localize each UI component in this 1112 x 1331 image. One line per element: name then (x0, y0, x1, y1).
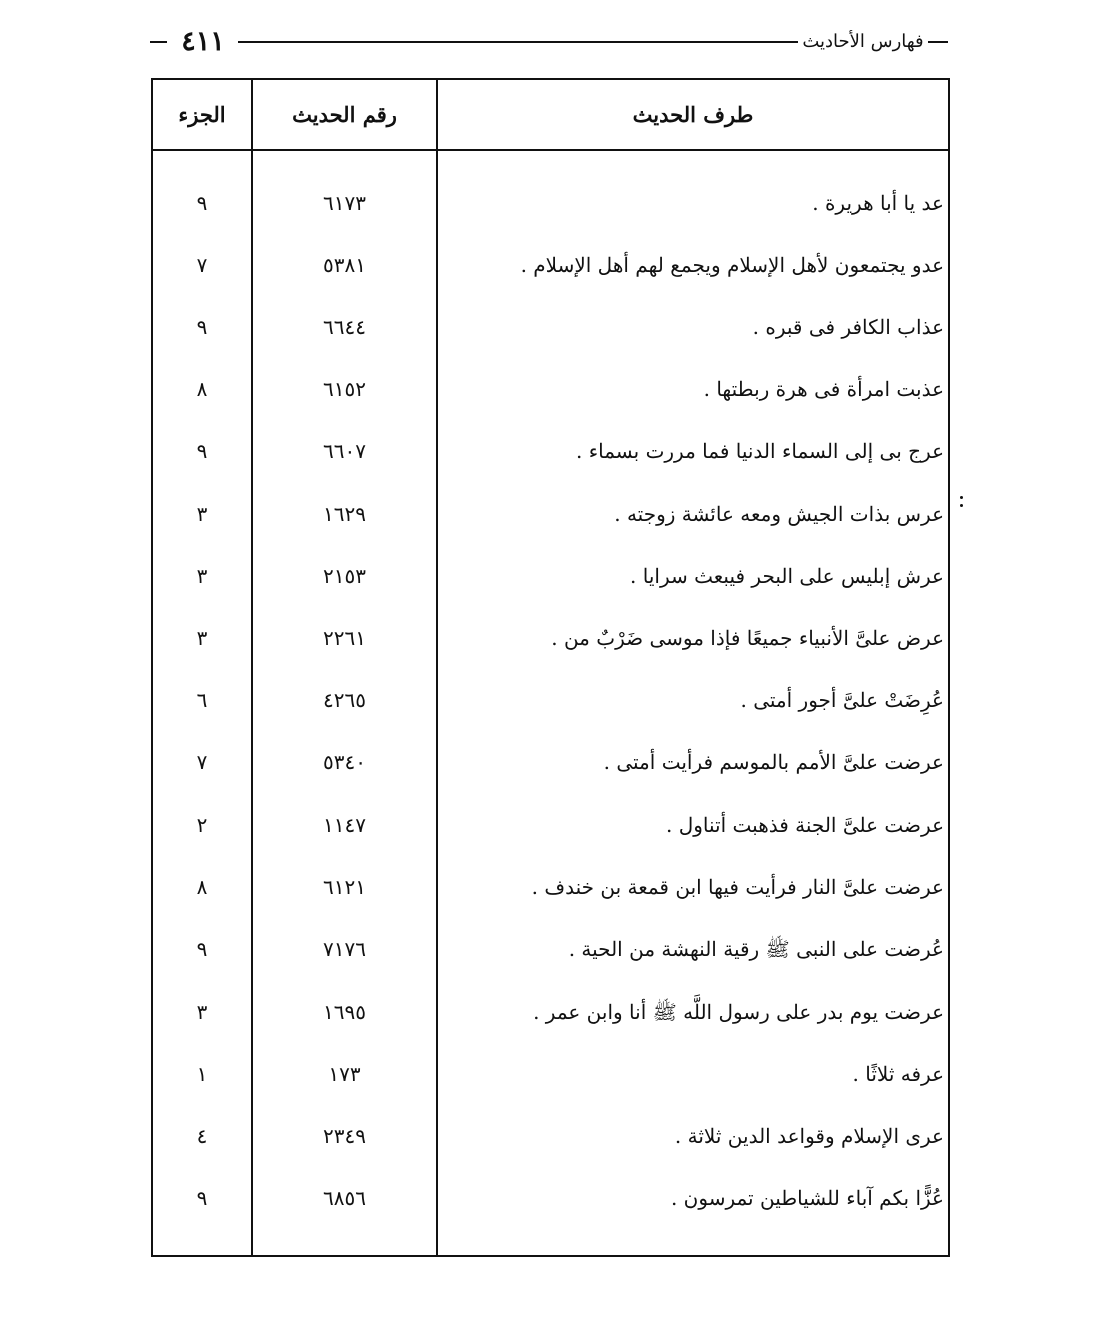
hadith-number-cell: ٤٢٦٥ (323, 688, 366, 712)
part-cell: ٤ (196, 1124, 208, 1148)
part-cell: ٢ (196, 813, 208, 837)
hadith-text-cell: عد يا أبا هريرة . (812, 191, 944, 215)
part-cell: ٩ (196, 439, 208, 463)
hadith-text-cell: عُرِضَتْ علىَّ أجور أمتى . (740, 688, 944, 712)
part-cell: ٣ (196, 626, 208, 650)
hadith-index-table (151, 78, 950, 1257)
table-row (153, 545, 948, 607)
hadith-number-cell: ٦٦٤٤ (323, 315, 366, 339)
table-row (153, 234, 948, 296)
part-cell: ٨ (196, 377, 208, 401)
hadith-number-cell: ٢٢٦١ (323, 626, 366, 650)
running-header (150, 22, 948, 62)
part-cell: ٩ (196, 937, 208, 961)
column-header-text: طرف الحديث (632, 102, 754, 127)
hadith-text-cell: عرضت علىَّ النار فرأيت فيها ابن قمعة بن خندف . (531, 875, 944, 899)
hadith-number-cell: ٢١٥٣ (323, 564, 366, 588)
hadith-number-cell: ٥٣٤٠ (323, 750, 366, 774)
page-number: ٤١١ (181, 26, 225, 57)
hadith-text-cell: عرج بى إلى السماء الدنيا فما مررت بسماء . (576, 439, 944, 463)
hadith-number-cell: ٧١٧٦ (323, 937, 366, 961)
hadith-number-cell: ١٦٩٥ (323, 1000, 366, 1024)
part-cell: ٣ (196, 564, 208, 588)
table-row (153, 483, 948, 545)
column-header-part: الجزء (178, 102, 226, 127)
header-rule-left (150, 41, 167, 43)
hadith-text-cell: عرش إبليس على البحر فيبعث سرايا . (630, 564, 944, 588)
running-title: فهارس الأحاديث (802, 31, 924, 52)
part-cell: ٩ (196, 1186, 208, 1210)
table-row (153, 607, 948, 669)
table-row (153, 1167, 948, 1229)
table-row (153, 794, 948, 856)
part-cell: ٦ (196, 688, 208, 712)
header-rule-right (928, 41, 948, 43)
table-row (153, 358, 948, 420)
part-cell: ٣ (196, 1000, 208, 1024)
table-row (153, 172, 948, 234)
hadith-number-cell: ١١٤٧ (323, 813, 366, 837)
part-cell: ٩ (196, 191, 208, 215)
hadith-number-cell: ١٧٣ (328, 1062, 361, 1086)
header-divider (153, 149, 948, 151)
margin-mark (956, 496, 968, 510)
part-cell: ٩ (196, 315, 208, 339)
part-cell: ٧ (196, 750, 208, 774)
table-row (153, 296, 948, 358)
table-row (153, 981, 948, 1043)
table-row (153, 420, 948, 482)
column-header-number: رقم الحديث (292, 102, 397, 127)
hadith-text-cell: عرى الإسلام وقواعد الدين ثلاثة . (674, 1124, 944, 1148)
table-row (153, 918, 948, 980)
header-rule-middle (238, 41, 798, 43)
hadith-text-cell: عرضت يوم بدر على رسول اللَّه ﷺ أنا وابن عمر . (533, 1000, 944, 1024)
hadith-number-cell: ١٦٢٩ (323, 502, 366, 526)
table-row (153, 856, 948, 918)
part-cell: ٣ (196, 502, 208, 526)
hadith-text-cell: عذبت امرأة فى هرة ربطتها . (703, 377, 944, 401)
hadith-number-cell: ٢٣٤٩ (323, 1124, 366, 1148)
hadith-text-cell: عرضت علىَّ الجنة فذهبت أتناول . (666, 813, 944, 837)
hadith-text-cell: عرض علىَّ الأنبياء جميعًا فإذا موسى ضَرْبٌ من . (551, 626, 944, 650)
hadith-number-cell: ٦١٢١ (323, 875, 366, 899)
table-row (153, 1043, 948, 1105)
table-row (153, 1105, 948, 1167)
hadith-text-cell: عرضت علىَّ الأمم بالموسم فرأيت أمتى . (603, 750, 944, 774)
hadith-number-cell: ٦١٥٢ (323, 377, 366, 401)
hadith-number-cell: ٦٨٥٦ (323, 1186, 366, 1210)
hadith-text-cell: عُرضت على النبى ﷺ رقية النهشة من الحية . (568, 937, 944, 961)
hadith-text-cell: عرفه ثلاثًا . (852, 1062, 944, 1086)
part-cell: ١ (196, 1062, 208, 1086)
hadith-text-cell: عذاب الكافر فى قبره . (752, 315, 944, 339)
hadith-text-cell: عدو يجتمعون لأهل الإسلام ويجمع لهم أهل الإسلام . (520, 253, 944, 277)
hadith-number-cell: ٦١٧٣ (323, 191, 366, 215)
hadith-text-cell: عرس بذات الجيش ومعه عائشة زوجته . (614, 502, 944, 526)
part-cell: ٧ (196, 253, 208, 277)
hadith-number-cell: ٦٦٠٧ (323, 439, 366, 463)
part-cell: ٨ (196, 875, 208, 899)
table-row (153, 731, 948, 793)
hadith-number-cell: ٥٣٨١ (323, 253, 366, 277)
table-row (153, 669, 948, 731)
hadith-text-cell: عُزًّا بكم آباء للشياطين تمرسون . (670, 1186, 944, 1210)
